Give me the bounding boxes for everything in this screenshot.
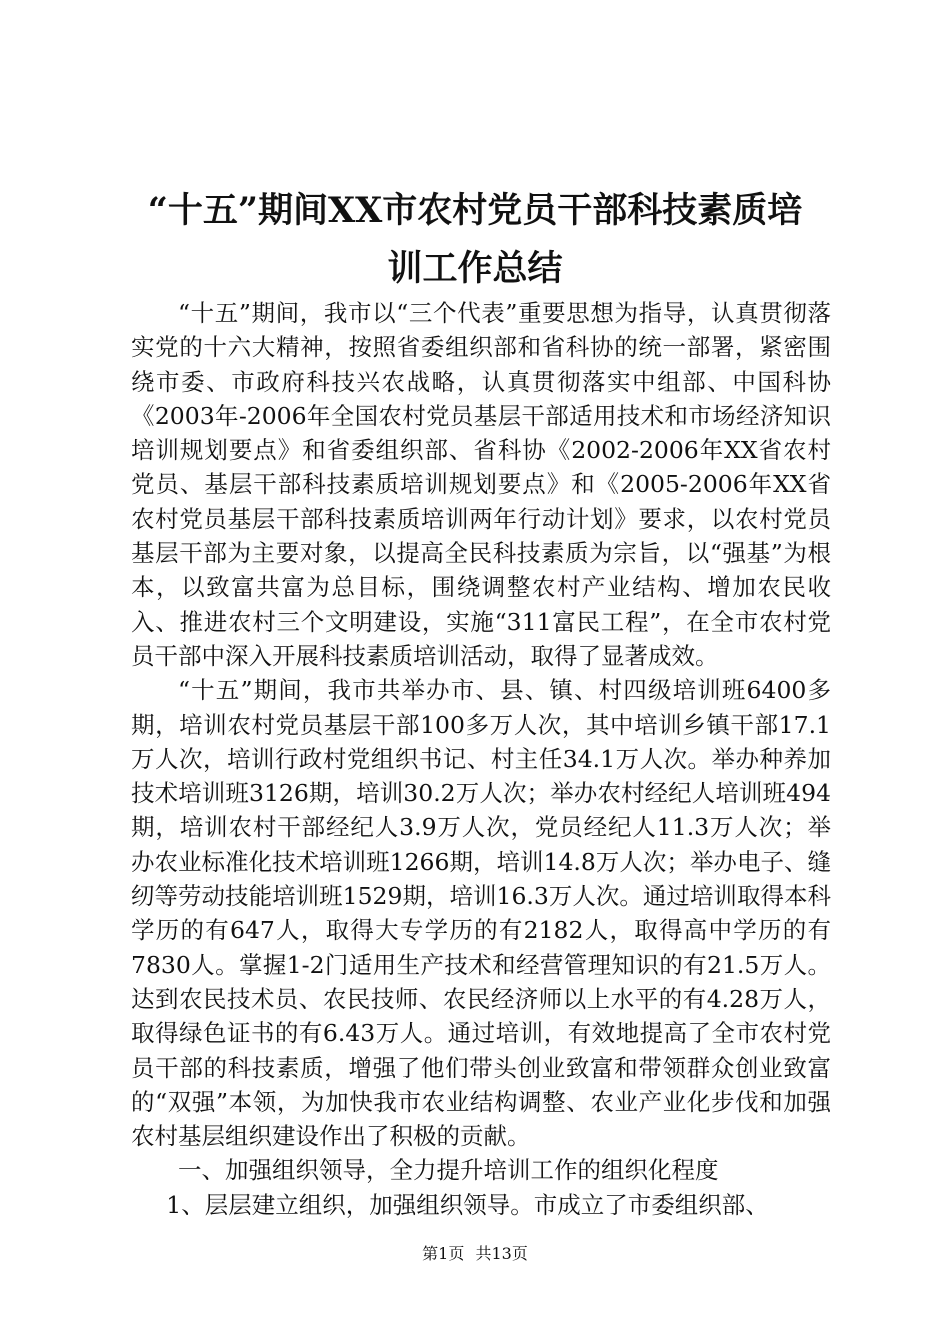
page-number-total: 共13页 xyxy=(475,1244,528,1263)
paragraph-intro: “十五”期间，我市以“三个代表”重要思想为指导，认真贯彻落实党的十六大精神，按照省委组织部和省科协的统一部署，紧密围绕市委、市政府科技兴农战略，认真贯彻落实中组部、中国科协《2003年-2006年全国农村党员基层干部适用技术和市场经济知识培训规划要点》和省委组织部、省科协《2002-2006年XX省农村党员、基层干部科技素质培训规划要点》和《2005-2006年XX省农村党员基层干部科技素质培训两年行动计划》要求，以农村党员基层干部为主要对象，以提高全民科技素质为宗旨，以“强基”为根本，以致富共富为总目标，围绕调整农村产业结构、增加农民收入、推进农村三个文明建设，实施“311富民工程”，在全市农村党员干部中深入开展科技素质培训活动，取得了显著成效。 xyxy=(131,299,831,670)
page-footer xyxy=(0,1244,950,1264)
subsection-heading-1: 1、层层建立组织，加强组织领导。市成立了市委组织部、 xyxy=(166,1190,769,1219)
title-line-1: “十五”期间XX市农村党员干部科技素质培 xyxy=(147,190,803,231)
document-body xyxy=(131,296,831,1222)
title-line-2: 训工作总结 xyxy=(387,248,563,289)
paragraph-statistics: “十五”期间，我市共举办市、县、镇、村四级培训班6400多期，培训农村党员基层干部100多万人次，其中培训乡镇干部17.1万人次，培训行政村党组织书记、村主任34.1万人次。举办种养加技术培训班3126期，培训30.2万人次；举办农村经纪人培训班494期，培训农村干部经纪人3.9万人次，党员经纪人11.3万人次；举办农业标准化技术培训班1266期，培训14.8万人次；举办电子、缝纫等劳动技能培训班1529期，培训16.3万人次。通过培训取得本科学历的有647人，取得大专学历的有2182人，取得高中学历的有7830人。掌握1-2门适用生产技术和经营管理知识的有21.5万人。达到农民技术员、农民技师、农民经济师以上水平的有4.28万人，取得绿色证书的有6.43万人。通过培训，有效地提高了全市农村党员干部的科技素质，增强了他们带头创业致富和带领群众创业致富的“双强”本领，为加快我市农业结构调整、农业产业化步伐和加强农村基层组织建设作出了积极的贡献。 xyxy=(131,676,831,1151)
page-number-current: 第1页 xyxy=(422,1244,465,1263)
section-heading-1: 一、加强组织领导，全力提升培训工作的组织化程度 xyxy=(178,1156,719,1185)
document-title xyxy=(110,182,840,298)
